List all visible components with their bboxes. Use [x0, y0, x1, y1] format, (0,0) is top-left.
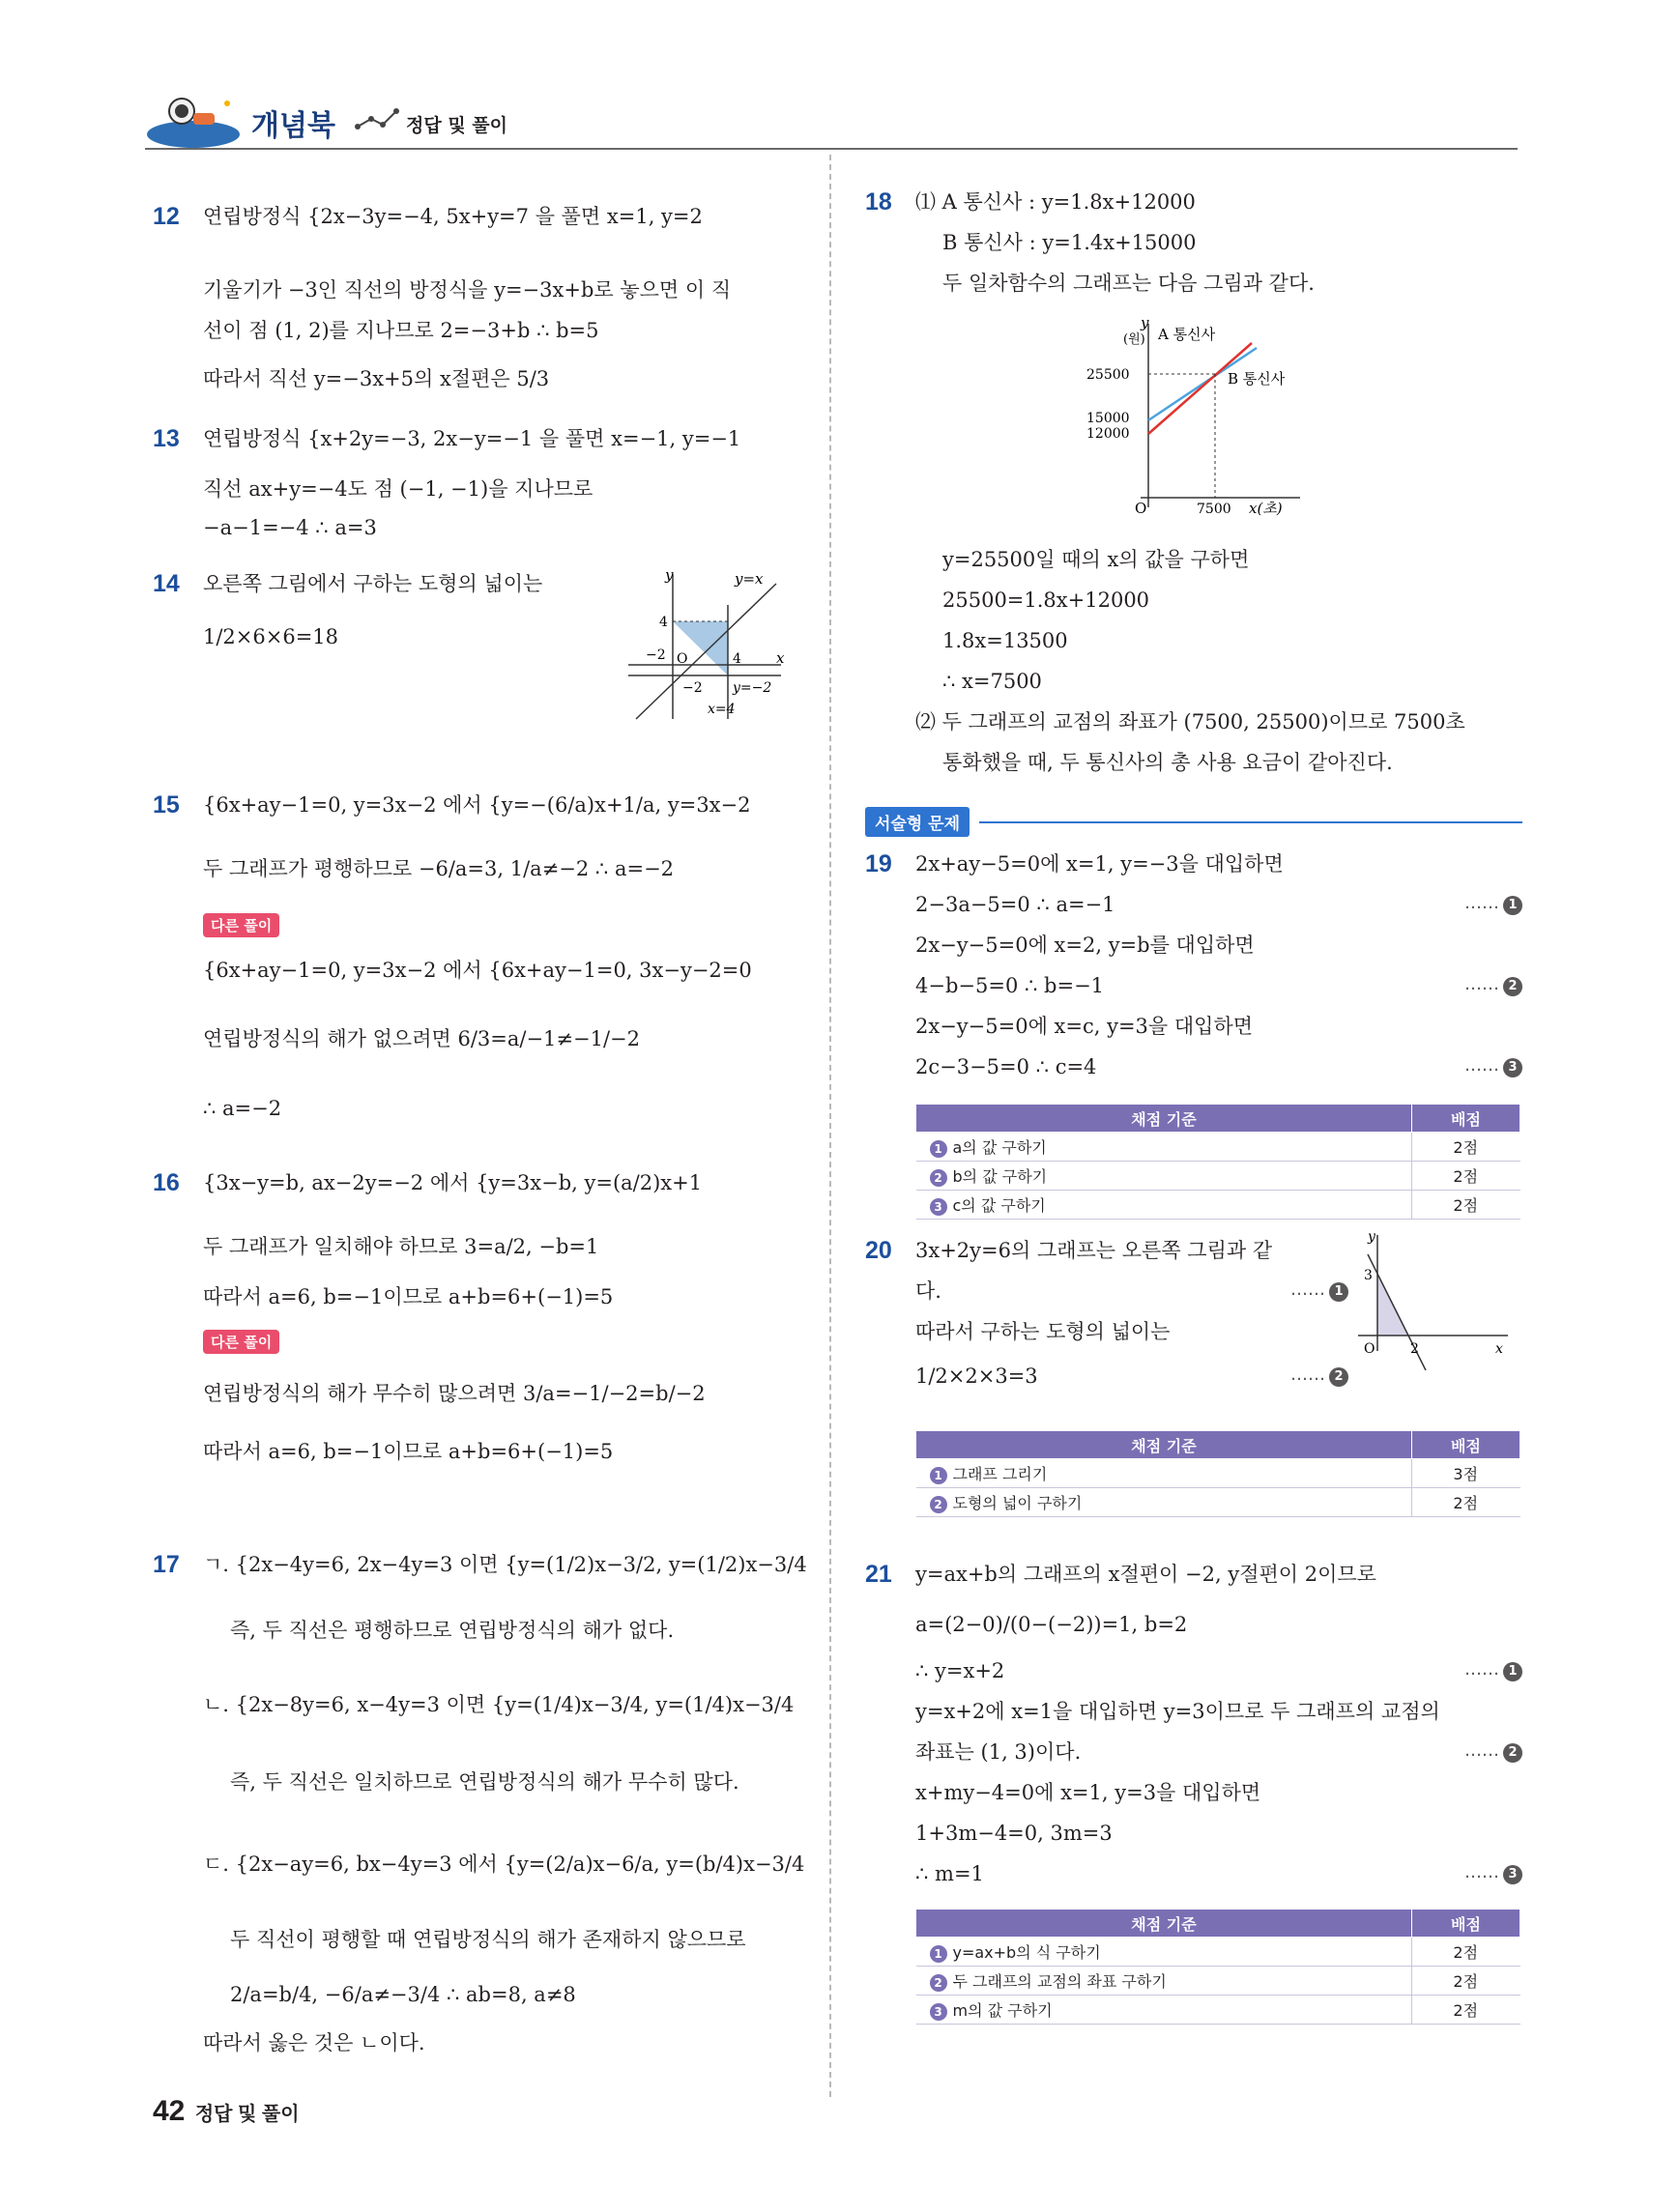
text-line: ⑴ A 통신사 : y=1.8x+12000 [915, 190, 1196, 214]
table-row: 1 a의 값 구하기 2점 [916, 1133, 1520, 1162]
origin-label: O [1135, 500, 1147, 517]
text-line: 2/a=b/4, −6/a≠−3/4 ∴ ab=8, a≠8 [230, 1983, 576, 2006]
problem-number: 19 [865, 850, 892, 877]
step-marker: …… 1 [1290, 1279, 1348, 1302]
astronaut-logo-icon [145, 92, 242, 148]
text-line: 따라서 옳은 것은 ㄴ이다. [203, 2031, 425, 2054]
text-line: 오른쪽 그림에서 구하는 도형의 넓이는 [203, 572, 543, 595]
origin-label: O [677, 651, 688, 667]
header-brand: 개념북 [251, 109, 335, 143]
table-header: 배점 [1412, 1431, 1520, 1459]
table-row: 3 m의 값 구하기 2점 [916, 1996, 1520, 2025]
scoring-table [915, 1909, 1520, 2025]
axis-unit: (원) [1123, 332, 1145, 347]
step-marker: …… 1 [1464, 893, 1522, 915]
origin-label: O [1364, 1341, 1375, 1357]
text-line: ㄱ. {2x−4y=6, 2x−4y=3 이면 {y=(1/2)x−3/2, y=(1/2)x−3/4 [203, 1553, 807, 1576]
text-line: 따라서 직선 y=−3x+5의 x절편은 5/3 [203, 367, 550, 390]
problem-number: 14 [153, 570, 180, 597]
label-y-minus2: y=−2 [733, 680, 772, 696]
step-marker: …… 3 [1464, 1055, 1522, 1077]
text-line: 다. [915, 1279, 941, 1303]
text-line: 연립방정식 {2x−3y=−4, 5x+y=7 을 풀면 x=1, y=2 [203, 205, 703, 228]
text-line: 통화했을 때, 두 통신사의 총 사용 요금이 같아진다. [942, 751, 1393, 774]
text-line: y=25500일 때의 x의 값을 구하면 [942, 548, 1250, 571]
text-line: 2c−3−5=0 ∴ c=4 [915, 1055, 1097, 1078]
text-line: y=ax+b의 그래프의 x절편이 −2, y절편이 2이므로 [915, 1563, 1376, 1586]
text-line: 25500=1.8x+12000 [942, 589, 1150, 612]
tick-12000: 12000 [1086, 426, 1130, 442]
tick-3: 3 [1364, 1268, 1373, 1283]
table-header: 배점 [1412, 1910, 1520, 1938]
text-line: 좌표는 (1, 3)이다. [915, 1740, 1082, 1764]
problem-number: 17 [153, 1551, 180, 1578]
text-line: 선이 점 (1, 2)를 지나므로 2=−3+b ∴ b=5 [203, 319, 599, 342]
text-line: {3x−y=b, ax−2y=−2 에서 {y=3x−b, y=(a/2)x+1 [203, 1171, 703, 1194]
text-line: ∴ y=x+2 [915, 1659, 1005, 1682]
text-line: 2−3a−5=0 ∴ a=−1 [915, 893, 1115, 916]
label-a-telecom: A 통신사 [1158, 326, 1216, 343]
table-row: 2 b의 값 구하기 2점 [916, 1162, 1520, 1191]
text-line: 4−b−5=0 ∴ b=−1 [915, 974, 1105, 997]
header-rule [145, 148, 1518, 150]
axis-label-x: x [776, 649, 785, 667]
section-label: 서술형 문제 [865, 807, 970, 837]
graph-14 [626, 566, 796, 723]
text-line: ∴ a=−2 [203, 1097, 282, 1120]
text-line: −a−1=−4 ∴ a=3 [203, 516, 377, 539]
text-line: 1+3m−4=0, 3m=3 [915, 1822, 1113, 1845]
text-line: ㄷ. {2x−ay=6, bx−4y=3 에서 {y=(2/a)x−6/a, y=(b/4)x−3/4 [203, 1853, 805, 1876]
text-line: 즉, 두 직선은 평행하므로 연립방정식의 해가 없다. [230, 1619, 675, 1642]
text-line: 즉, 두 직선은 일치하므로 연립방정식의 해가 무수히 많다. [230, 1770, 739, 1794]
text-line: ㄴ. {2x−8y=6, x−4y=3 이면 {y=(1/4)x−3/4, y=(1/4)x−3/4 [203, 1693, 795, 1716]
table-header: 채점 기준 [916, 1910, 1412, 1938]
text-line: 연립방정식의 해가 무수히 많으려면 3/a=−1/−2=b/−2 [203, 1382, 706, 1405]
problem-number: 12 [153, 203, 180, 230]
text-line: 두 그래프가 평행하므로 −6/a=3, 1/a≠−2 ∴ a=−2 [203, 857, 675, 880]
column-divider [829, 155, 831, 2097]
text-line: 1/2×2×3=3 [915, 1365, 1038, 1388]
step-marker: …… 2 [1290, 1365, 1348, 1387]
tick-4: 4 [659, 615, 668, 630]
text-line: a=(2−0)/(0−(−2))=1, b=2 [915, 1613, 1188, 1636]
table-row: 2 도형의 넓이 구하기 2점 [916, 1488, 1520, 1517]
table-row: 2 두 그래프의 교점의 좌표 구하기 2점 [916, 1967, 1520, 1996]
label-x-4: x=4 [708, 702, 736, 717]
text-line: y=x+2에 x=1을 대입하면 y=3이므로 두 그래프의 교점의 [915, 1700, 1440, 1723]
step-marker: …… 1 [1464, 1659, 1522, 1681]
axis-label-y: y [1368, 1229, 1375, 1245]
text-line: 기울기가 −3인 직선의 방정식을 y=−3x+b로 놓으면 이 직 [203, 278, 732, 302]
header-section: 정답 및 풀이 [406, 115, 507, 136]
alt-solution-badge: 다른 풀이 [203, 913, 279, 937]
label-y-eq-x: y=x [735, 570, 764, 588]
table-header: 채점 기준 [916, 1431, 1412, 1459]
text-line: 1/2×6×6=18 [203, 625, 339, 648]
problem-number: 18 [865, 188, 892, 215]
table-row: 1 y=ax+b의 식 구하기 2점 [916, 1938, 1520, 1967]
text-line: ⑵ 두 그래프의 교점의 좌표가 (7500, 25500)이므로 7500초 [915, 710, 1465, 733]
tick-2: 2 [1410, 1341, 1419, 1357]
table-header: 채점 기준 [916, 1105, 1412, 1133]
text-line: 따라서 a=6, b=−1이므로 a+b=6+(−1)=5 [203, 1285, 614, 1308]
section-descriptive [865, 807, 1522, 836]
section-rule [979, 821, 1522, 823]
step-marker: …… 3 [1464, 1862, 1522, 1884]
problem-number: 13 [153, 425, 180, 452]
graph-20 [1348, 1225, 1513, 1370]
text-line: 직선 ax+y=−4도 점 (−1, −1)을 지나므로 [203, 477, 593, 501]
text-line: {6x+ay−1=0, y=3x−2 에서 {y=−(6/a)x+1/a, y=3x−2 [203, 793, 751, 817]
tick-25500: 25500 [1086, 367, 1130, 383]
text-line: x+my−4=0에 x=1, y=3을 대입하면 [915, 1781, 1261, 1804]
problem-number: 15 [153, 791, 180, 819]
tick-minus2: −2 [646, 647, 666, 663]
label-b-telecom: B 통신사 [1228, 370, 1286, 388]
text-line: ∴ x=7500 [942, 670, 1042, 693]
text-line: 연립방정식의 해가 없으려면 6/3=a/−1≠−1/−2 [203, 1027, 640, 1050]
tick-15000: 15000 [1086, 411, 1130, 426]
page-header [145, 92, 1518, 150]
axis-label-x: x [1495, 1341, 1503, 1357]
page-number: 42 [153, 2095, 186, 2127]
graph-18 [1083, 314, 1305, 517]
problem-number: 16 [153, 1169, 180, 1196]
axis-label-x: x(초) [1249, 500, 1283, 517]
footer-title: 정답 및 풀이 [194, 2104, 300, 2125]
table-row: 3 c의 값 구하기 2점 [916, 1191, 1520, 1220]
text-line: 두 일차함수의 그래프는 다음 그림과 같다. [942, 272, 1315, 295]
alt-solution-badge: 다른 풀이 [203, 1330, 279, 1354]
text-line: {6x+ay−1=0, y=3x−2 에서 {6x+ay−1=0, 3x−y−2=0 [203, 959, 752, 982]
text-line: 두 직선이 평행할 때 연립방정식의 해가 존재하지 않으므로 [230, 1928, 746, 1951]
scoring-table [915, 1430, 1520, 1517]
text-line: 연립방정식 {x+2y=−3, 2x−y=−1 을 풀면 x=−1, y=−1 [203, 427, 741, 450]
scoring-table [915, 1104, 1520, 1220]
text-line: 2x+ay−5=0에 x=1, y=−3을 대입하면 [915, 852, 1284, 876]
constellation-icon [354, 105, 402, 134]
problem-number: 21 [865, 1561, 892, 1588]
text-line: 2x−y−5=0에 x=2, y=b를 대입하면 [915, 934, 1255, 957]
text-line: 2x−y−5=0에 x=c, y=3을 대입하면 [915, 1015, 1254, 1038]
text-line: 3x+2y=6의 그래프는 오른쪽 그림과 같 [915, 1239, 1273, 1262]
table-header: 배점 [1412, 1105, 1520, 1133]
text-line: B 통신사 : y=1.4x+15000 [942, 231, 1197, 254]
page-footer [153, 2095, 300, 2128]
axis-label-y: y [1141, 314, 1149, 331]
text-line: 두 그래프가 일치해야 하므로 3=a/2, −b=1 [203, 1235, 599, 1258]
tick-7500: 7500 [1197, 502, 1231, 517]
shaded-triangle [673, 621, 728, 675]
problem-number: 20 [865, 1237, 892, 1264]
step-marker: …… 2 [1464, 1740, 1522, 1763]
tick-4-x: 4 [733, 651, 741, 667]
text-line: 따라서 a=6, b=−1이므로 a+b=6+(−1)=5 [203, 1440, 614, 1463]
text-line: 따라서 구하는 도형의 넓이는 [915, 1320, 1171, 1343]
axis-label-y: y [665, 566, 674, 584]
line-a-telecom [1148, 343, 1252, 434]
tick-minus2-y: −2 [682, 680, 703, 696]
text-line: 1.8x=13500 [942, 629, 1068, 652]
text-line: ∴ m=1 [915, 1862, 984, 1885]
step-marker: …… 2 [1464, 974, 1522, 996]
table-row: 1 그래프 그리기 3점 [916, 1459, 1520, 1488]
